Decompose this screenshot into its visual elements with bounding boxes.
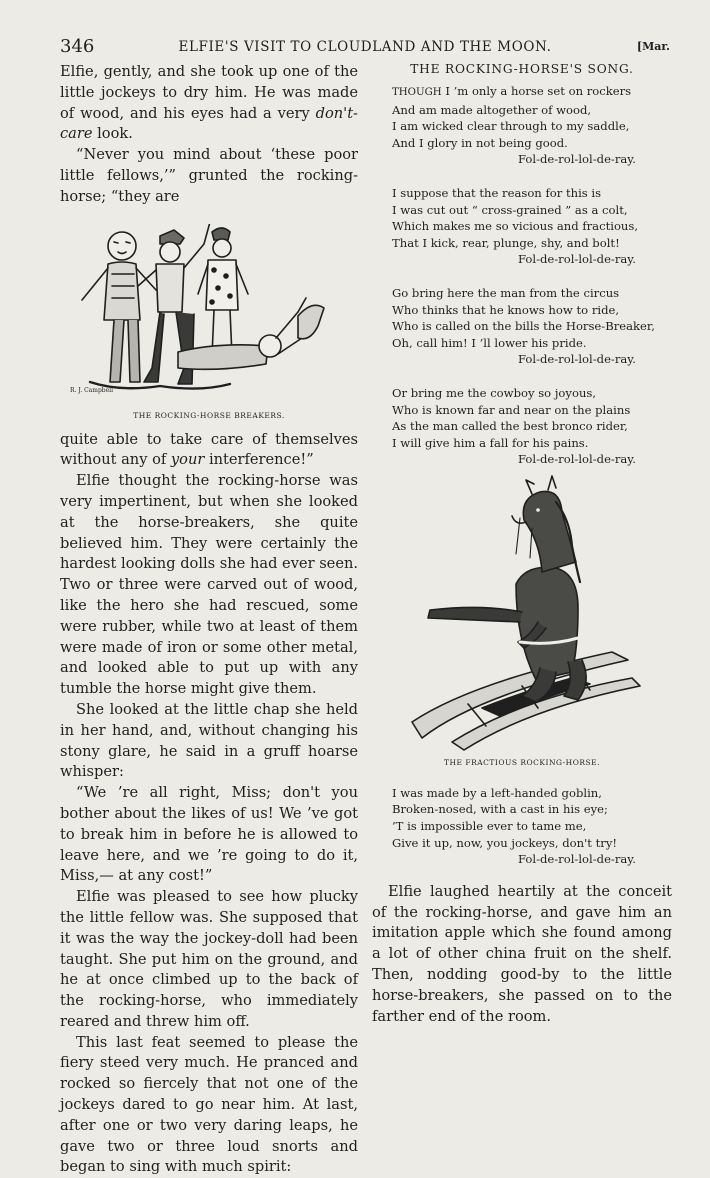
refrain: Fol-de-rol-lol-de-ray. <box>517 152 636 167</box>
paragraph: quite able to take care of themselves without any of your interference!” <box>60 430 358 469</box>
illustrator-signature: R. J. Campbell <box>70 386 114 394</box>
verse-line: Who is known far and near on the plains <box>392 402 631 417</box>
fractious-rocking-horse-illustration <box>372 472 672 752</box>
song-stanza-2 <box>392 185 672 268</box>
verse-line: I was cut out “ cross-grained ” as a colt, <box>392 202 628 217</box>
verse-line: Which makes me so vicious and fractious, <box>392 219 639 234</box>
figure-caption: THE ROCKING-HORSE BREAKERS. <box>133 410 285 420</box>
verse-line: I suppose that the reason for this is <box>392 185 602 200</box>
refrain: Fol-de-rol-lol-de-ray. <box>517 852 636 867</box>
verse-line: I will give him a fall for his pains. <box>392 435 589 450</box>
horse-figure <box>428 476 586 702</box>
figure-caption: THE FRACTIOUS ROCKING-HORSE. <box>443 757 601 767</box>
issue-month: [Mar. <box>636 40 670 53</box>
verse-line: Go bring here the man from the circus <box>392 285 620 300</box>
verse-line: Give it up, now, you jockeys, don't try! <box>392 835 618 850</box>
right-column <box>372 62 672 1027</box>
paragraph: Elfie thought the rocking-horse was very impertinent, but when she looked at the horse-breakers, she quite believed him. They were certainly the hardest looking dolls she had ever seen. Two or three were carved out of wood, like the hero she had rescued, some were rubber, while two at least of them were made of iron or some other metal, and looked able to put up with any tumble the horse might give them. <box>60 472 358 698</box>
verse-line: Or bring me the cowboy so joyous, <box>392 385 597 400</box>
verse-line: Who is called on the bills the Horse-Breaker, <box>392 319 655 334</box>
figure-rocking-horse-breakers <box>60 224 358 420</box>
verse-line: I was made by a left-handed goblin, <box>392 785 602 800</box>
paragraph: This last feat seemed to please the fiery steed very much. He pranced and rocked so fiercely that not one of the jockeys dared to go near him. At last, after one or two very daring leaps, he gave two or three loud snorts and began to sing with much spirit: <box>60 1033 358 1176</box>
paragraph: “We ’re all right, Miss; don't you bother about the likes of us! We ’ve got to break him in before he is allowed to leave here, and we ’re going to do it, Miss,— at any cost!” <box>60 784 358 885</box>
verse-line: I am wicked clear through to my saddle, <box>392 119 630 134</box>
verse-line: ’T is impossible ever to tame me, <box>392 819 587 834</box>
verse-line: THOUGH I ’m only a horse set on rockers <box>392 84 632 98</box>
refrain: Fol-de-rol-lol-de-ray. <box>517 252 636 267</box>
figure-fractious-rocking-horse <box>372 472 672 767</box>
verse-line: Oh, call him! I ’ll lower his pride. <box>392 335 587 350</box>
verse-line: Who thinks that he knows how to ride, <box>392 302 620 317</box>
refrain: Fol-de-rol-lol-de-ray. <box>517 352 636 367</box>
song-title: THE ROCKING-HORSE'S SONG. <box>410 62 634 76</box>
rocker-base <box>412 652 640 750</box>
verse-line: That I kick, rear, plunge, shy, and bolt! <box>392 235 620 250</box>
paragraph: Elfie laughed heartily at the conceit of the rocking-horse, and gave him an imitation apple which she found among a lot of other china fruit on the shelf. Then, nodding good-by to the little horse-breakers, she passed on to the farther end of the room. <box>372 882 672 1025</box>
page-header <box>60 36 670 58</box>
verse-line: Broken-nosed, with a cast in his eye; <box>392 802 608 817</box>
song-stanza-5 <box>392 785 672 868</box>
fallen-doll-figure <box>178 298 324 369</box>
paragraph: Elfie, gently, and she took up one of the little jockeys to dry him. He was made of wood, and his eyes had a very don't-care look. <box>60 63 358 143</box>
page-number: 346 <box>60 36 95 57</box>
spotted-doll-figure <box>198 228 248 356</box>
verse-line: As the man called the best bronco rider, <box>392 419 628 434</box>
refrain: Fol-de-rol-lol-de-ray. <box>517 452 636 467</box>
left-column <box>60 62 358 1178</box>
paragraph: Elfie was pleased to see how plucky the little fellow was. She supposed that it was the way the jockey-doll had been taught. She put him on the ground, and he at once climbed up to the back of the rocking-horse, who immediately reared and threw him off. <box>60 888 358 1030</box>
verse-line: And am made altogether of wood, <box>392 102 592 117</box>
song-stanza-4 <box>392 385 672 468</box>
song-stanza-3 <box>392 285 672 368</box>
running-title: ELFIE'S VISIT TO CLOUDLAND AND THE MOON. <box>178 39 552 55</box>
paragraph: She looked at the little chap she held in her hand, and, without changing his stony glare, he said in a gruff hoarse whisper: <box>60 700 358 781</box>
wooden-doll-figure <box>82 232 156 382</box>
paragraph: “Never you mind about ‘these poor little fellows,’” grunted the rocking-horse; “they are <box>60 146 358 205</box>
song-stanza-1 <box>392 83 672 168</box>
rocking-horse-breakers-illustration <box>60 224 358 398</box>
verse-line: And I glory in not being good. <box>392 135 568 150</box>
